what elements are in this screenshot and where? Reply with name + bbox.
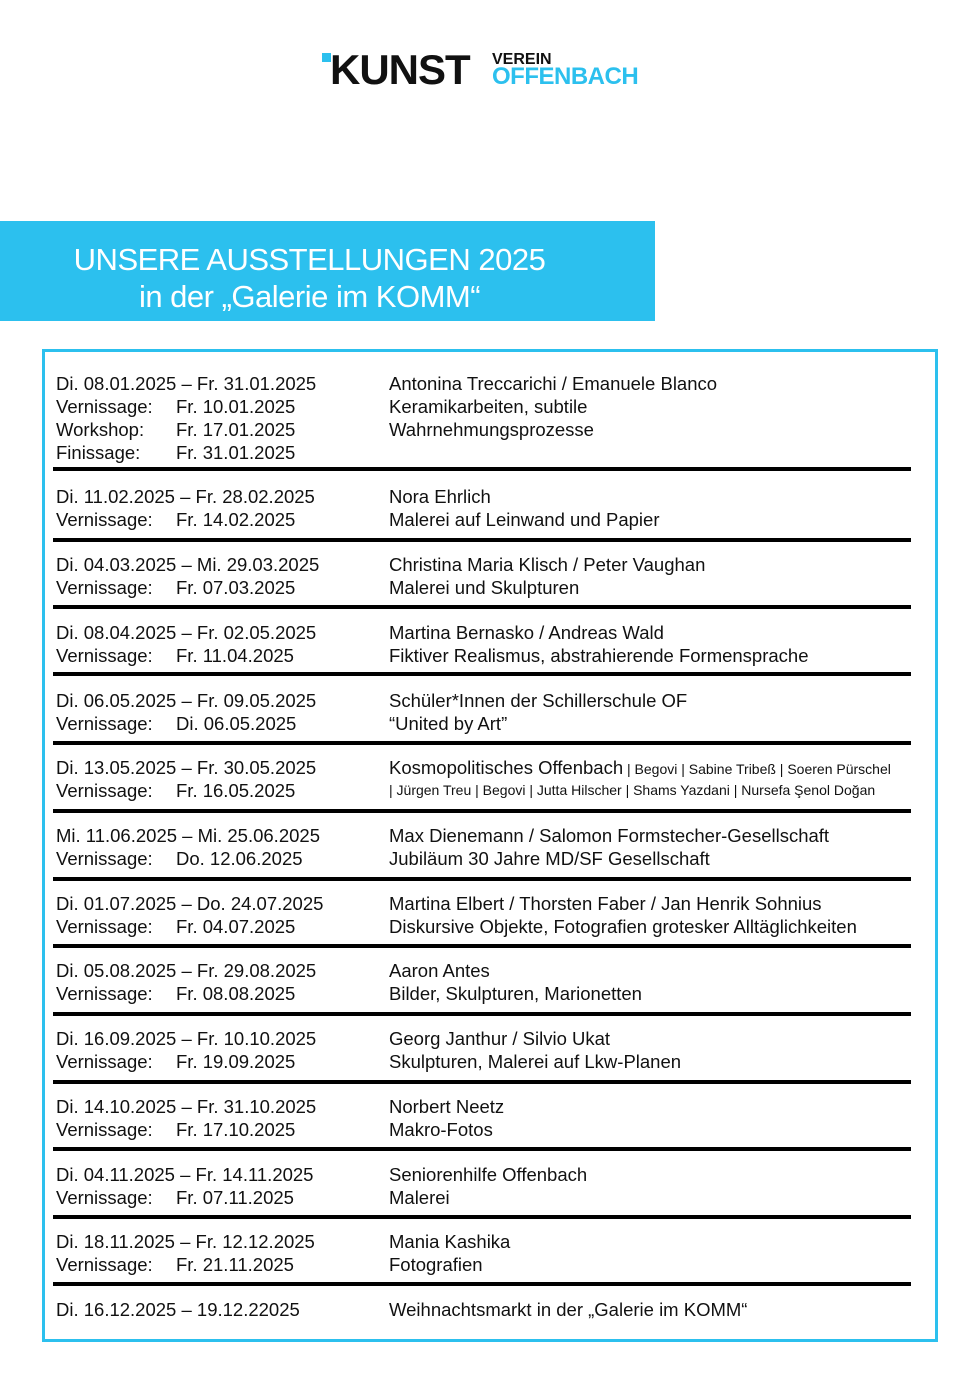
exhibition-date-range: Di. 05.08.2025 – Fr. 29.08.2025 — [56, 960, 317, 981]
entry-separator — [53, 809, 911, 813]
exhibition-artists: Norbert Neetz — [389, 1096, 505, 1117]
exhibition-date-range: Di. 16.09.2025 – Fr. 10.10.2025 — [56, 1028, 317, 1049]
entry-separator — [53, 944, 911, 948]
entry-separator — [53, 1080, 911, 1084]
event-label: Vernissage: — [56, 1119, 153, 1140]
exhibition-date-range: Di. 08.01.2025 – Fr. 31.01.2025 — [56, 373, 317, 394]
exhibition-description: Diskursive Objekte, Fotografien grotesker Alltäglichkeiten — [389, 916, 857, 937]
event-label: Vernissage: — [56, 848, 153, 869]
event-label: Vernissage: — [56, 645, 153, 666]
exhibition-date-range: Di. 16.12.2025 – 19.12.22025 — [56, 1299, 300, 1320]
entry-separator — [53, 1282, 911, 1286]
event-date: Di. 06.05.2025 — [176, 713, 297, 734]
exhibition-description: Malerei — [389, 1187, 450, 1208]
exhibition-artists: Max Dienemann / Salomon Formstecher-Gesellschaft — [389, 825, 830, 846]
exhibition-description: Wahrnehmungsprozesse — [389, 419, 594, 440]
event-date: Fr. 19.09.2025 — [176, 1051, 296, 1072]
event-label: Vernissage: — [56, 983, 153, 1004]
event-label: Vernissage: — [56, 396, 153, 417]
exhibition-artists: Nora Ehrlich — [389, 486, 491, 507]
entry-separator — [53, 741, 911, 745]
exhibition-artists — [389, 756, 891, 781]
entry-separator — [53, 1012, 911, 1016]
exhibition-description: “United by Art” — [389, 713, 508, 734]
event-label: Workshop: — [56, 419, 145, 440]
exhibition-artists: Martina Bernasko / Andreas Wald — [389, 622, 664, 643]
event-date: Fr. 04.07.2025 — [176, 916, 296, 937]
exhibition-date-range: Di. 18.11.2025 – Fr. 12.12.2025 — [56, 1231, 315, 1252]
exhibition-date-range: Di. 01.07.2025 – Do. 24.07.2025 — [56, 893, 324, 914]
event-date: Fr. 31.01.2025 — [176, 442, 296, 463]
exhibition-title: Kosmopolitisches Offenbach — [389, 757, 624, 778]
exhibition-description: Malerei und Skulpturen — [389, 577, 580, 598]
exhibition-date-range: Di. 11.02.2025 – Fr. 28.02.2025 — [56, 486, 315, 507]
logo-word-offenbach: OFFENBACH — [492, 63, 639, 90]
exhibition-artists: Georg Janthur / Silvio Ukat — [389, 1028, 611, 1049]
entry-separator — [53, 538, 911, 542]
event-date: Fr. 17.10.2025 — [176, 1119, 296, 1140]
exhibition-description: Makro-Fotos — [389, 1119, 493, 1140]
banner-title: UNSERE AUSSTELLUNGEN 2025 — [73, 242, 546, 277]
entry-separator — [53, 467, 911, 471]
entry-separator — [53, 1147, 911, 1151]
event-label: Vernissage: — [56, 713, 153, 734]
exhibition-description: Fotografien — [389, 1254, 483, 1275]
event-label: Vernissage: — [56, 916, 153, 937]
event-label: Vernissage: — [56, 1187, 153, 1208]
event-date: Fr. 21.11.2025 — [176, 1254, 294, 1275]
exhibition-artists: Christina Maria Klisch / Peter Vaughan — [389, 554, 706, 575]
entry-separator — [53, 1215, 911, 1219]
event-label: Vernissage: — [56, 1254, 153, 1275]
entry-separator — [53, 605, 911, 609]
kunstverein-logo — [322, 46, 642, 93]
exhibition-list — [42, 349, 938, 1342]
artist-list: | Jürgen Treu | Begovi | Jutta Hilscher | Shams Yazdani | Nursefa Şenol Doğan — [389, 782, 876, 798]
event-label: Vernissage: — [56, 509, 153, 530]
exhibition-date-range: Di. 13.05.2025 – Fr. 30.05.2025 — [56, 757, 317, 778]
event-date: Fr. 17.01.2025 — [176, 419, 296, 440]
exhibition-date-range: Di. 04.11.2025 – Fr. 14.11.2025 — [56, 1164, 314, 1185]
artist-list: | Begovi | Sabine Tribeß | Soeren Pürschel — [623, 761, 891, 777]
entry-separator — [53, 877, 911, 881]
logo-word-kunst: KUNST — [330, 46, 470, 93]
exhibition-artists: Seniorenhilfe Offenbach — [389, 1164, 588, 1185]
exhibition-date-range: Di. 06.05.2025 – Fr. 09.05.2025 — [56, 690, 317, 711]
event-label: Vernissage: — [56, 780, 153, 801]
event-label: Vernissage: — [56, 1051, 153, 1072]
event-date: Fr. 16.05.2025 — [176, 780, 296, 801]
exhibition-description: Skulpturen, Malerei auf Lkw-Planen — [389, 1051, 682, 1072]
exhibition-date-range: Di. 08.04.2025 – Fr. 02.05.2025 — [56, 622, 317, 643]
exhibition-artists: Weihnachtsmarkt in der „Galerie im KOMM“ — [389, 1299, 748, 1320]
exhibition-description: Keramikarbeiten, subtile — [389, 396, 588, 417]
exhibition-artists: Martina Elbert / Thorsten Faber / Jan Henrik Sohnius — [389, 893, 822, 914]
logo-word-verein: VEREIN — [492, 51, 552, 68]
event-date: Fr. 07.11.2025 — [176, 1187, 294, 1208]
exhibition-description: Bilder, Skulpturen, Marionetten — [389, 983, 642, 1004]
event-date: Do. 12.06.2025 — [176, 848, 303, 869]
event-date: Fr. 08.08.2025 — [176, 983, 296, 1004]
exhibition-date-range: Di. 14.10.2025 – Fr. 31.10.2025 — [56, 1096, 317, 1117]
exhibition-artists: Antonina Treccarichi / Emanuele Blanco — [389, 373, 718, 394]
event-label: Vernissage: — [56, 577, 153, 598]
entry-separator — [53, 672, 911, 676]
exhibition-artists: Mania Kashika — [389, 1231, 511, 1252]
exhibition-artists: Schüler*Innen der Schillerschule OF — [389, 690, 688, 711]
exhibition-description: Malerei auf Leinwand und Papier — [389, 509, 660, 530]
event-label: Finissage: — [56, 442, 141, 463]
event-date: Fr. 10.01.2025 — [176, 396, 296, 417]
exhibition-description: Jubiläum 30 Jahre MD/SF Gesellschaft — [389, 848, 710, 869]
exhibition-artists: Aaron Antes — [389, 960, 490, 981]
exhibition-date-range: Mi. 11.06.2025 – Mi. 25.06.2025 — [56, 825, 320, 846]
event-date: Fr. 07.03.2025 — [176, 577, 296, 598]
exhibition-date-range: Di. 04.03.2025 – Mi. 29.03.2025 — [56, 554, 320, 575]
event-date: Fr. 14.02.2025 — [176, 509, 296, 530]
event-date: Fr. 11.04.2025 — [176, 645, 294, 666]
exhibition-description: Fiktiver Realismus, abstrahierende Formensprache — [389, 645, 809, 666]
banner-subtitle: in der „Galerie im KOMM“ — [138, 279, 481, 314]
